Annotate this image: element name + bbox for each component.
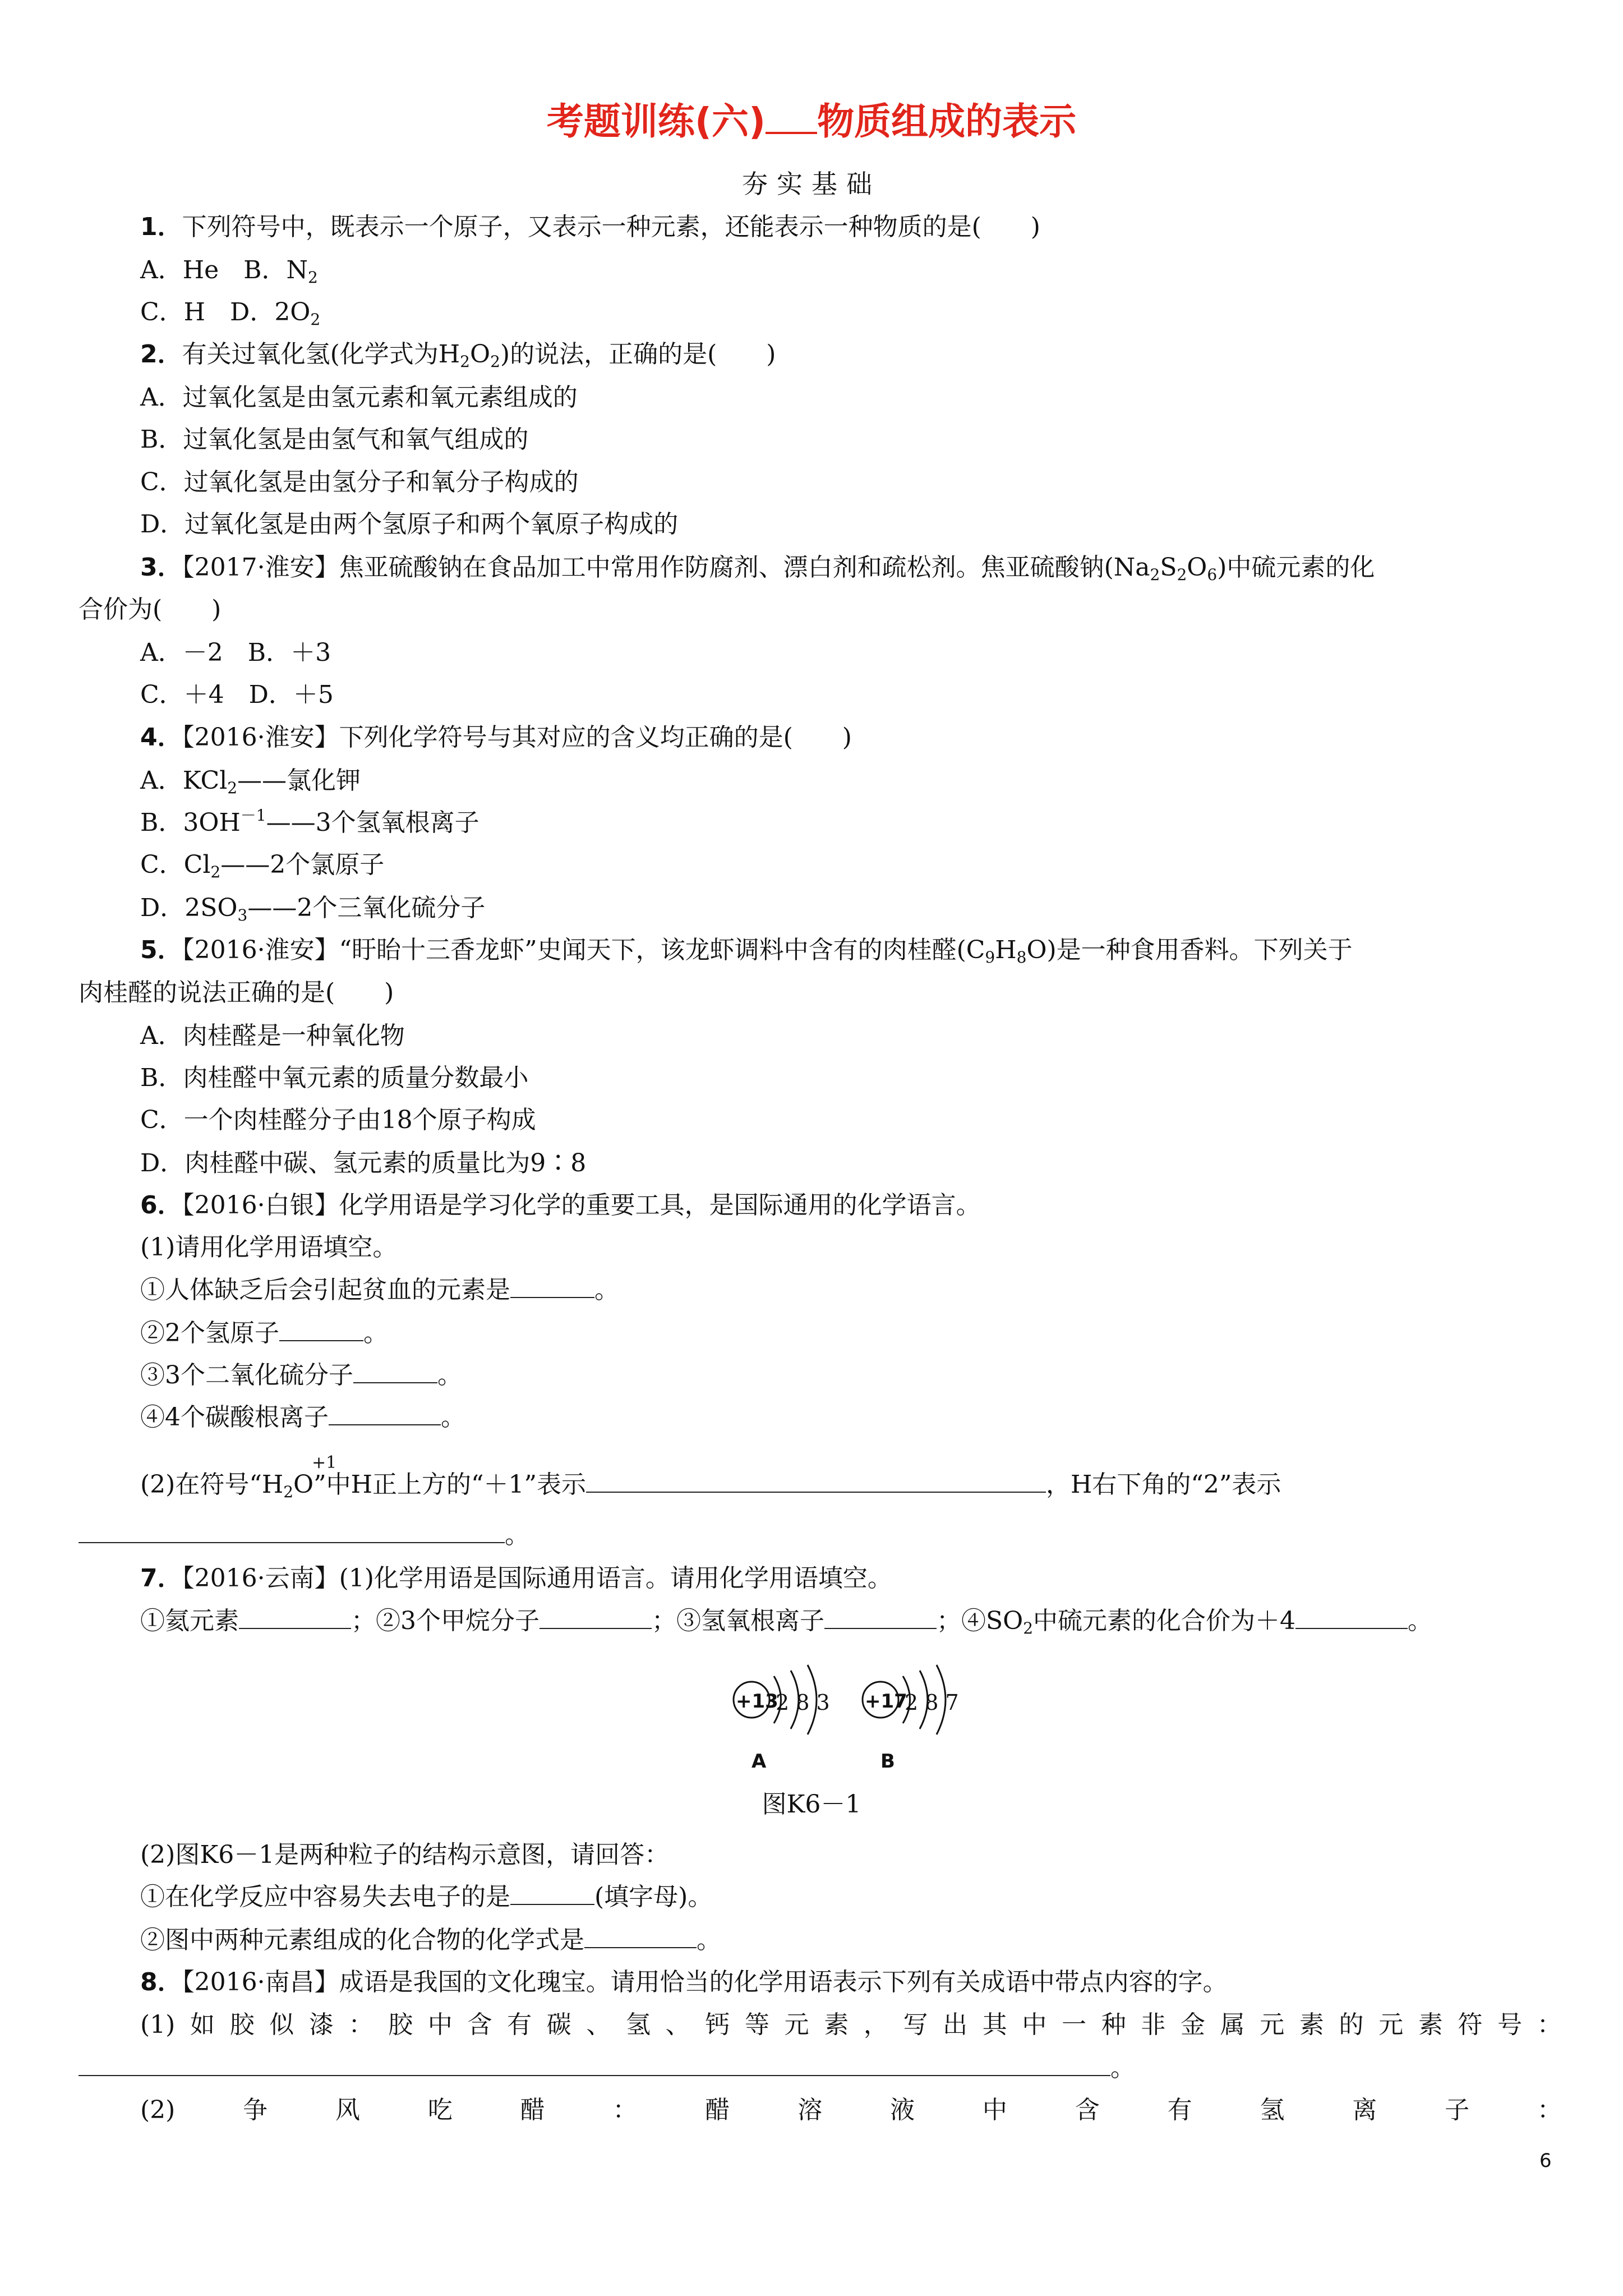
answer-blank[interactable]	[584, 1928, 697, 1948]
atom-b-nucleus: +17	[865, 1690, 907, 1713]
q5-stem: 5．【2016·淮安】“盱眙十三香龙虾”史闻天下，该龙虾调料中含有的肉桂醛$(C_9H_8O)$是一种食用香料。下列关于	[140, 936, 1353, 967]
q3-options-ab: A．－2 B．＋3	[140, 638, 331, 667]
q5-option-b: B．肉桂醛中氧元素的质量分数最小	[140, 1064, 529, 1092]
answer-blank[interactable]	[353, 1363, 437, 1383]
q3-options-cd: C．＋4 D．＋5	[140, 680, 334, 709]
q6-item3: ③3个二氧化硫分子 。	[140, 1361, 462, 1389]
q7-line1: ①氦元素 ；②3个甲烷分子 ；③氢氧根离子 ；$④SO_2$中硫元素的化合价为＋4 。	[140, 1607, 1433, 1637]
q5-stem-cont: 肉桂醛的说法正确的是( )	[79, 978, 394, 1007]
answer-blank[interactable]	[329, 1405, 441, 1425]
q6-item4: ④4个碳酸根离子 。	[140, 1403, 465, 1432]
q1-options-ab: A．He B．$N_2$	[140, 256, 318, 287]
q5-option-a: A．肉桂醛是一种氧化物	[140, 1022, 405, 1050]
answer-blank[interactable]	[540, 1609, 652, 1629]
q1-stem: 1．下列符号中，既表示一个原子，又表示一种元素，还能表示一种物质的是( )	[140, 213, 1040, 241]
q6-valence-mark: +1	[312, 1453, 337, 1473]
answer-blank[interactable]	[79, 2056, 1110, 2076]
answer-blank[interactable]	[239, 1609, 351, 1629]
q4-option-b: B．$3OH^{-1}——3$个氢氧根离子	[140, 806, 479, 837]
q6-part2: (2)在符号“$H_2O$”中H正上方的“＋1”表示 ，H右下角的“2”表示	[140, 1470, 1281, 1501]
q2-option-b: B．过氧化氢是由氢气和氧气组成的	[140, 425, 529, 454]
q7-part2-item1: ①在化学反应中容易失去电子的是 (填字母)。	[140, 1883, 713, 1911]
title-underline	[766, 103, 817, 134]
page-number: 6	[1539, 2150, 1552, 2172]
page-title: 考题训练(六) 物质组成的表示	[546, 100, 1077, 143]
q6-part1: (1)请用化学用语填空。	[140, 1233, 398, 1262]
answer-blank[interactable]	[79, 1523, 505, 1543]
q2-option-a: A．过氧化氢是由氢元素和氧元素组成的	[140, 383, 578, 412]
q7-part2: (2)图K6－1是两种粒子的结构示意图，请回答：	[140, 1841, 670, 1869]
answer-blank[interactable]	[824, 1609, 937, 1629]
answer-blank[interactable]	[510, 1885, 594, 1905]
q3-stem: 3．【2017·淮安】焦亚硫酸钠在食品加工中常用作防腐剂、漂白剂和疏松剂。焦亚硫酸钠$(Na_2S_2O_6)$中硫元素的化	[140, 553, 1375, 584]
q4-option-a: A．KCl$_2$——氯化钾	[140, 766, 361, 797]
answer-blank[interactable]	[279, 1321, 363, 1341]
q4-stem: 4．【2016·淮安】下列化学符号与其对应的含义均正确的是( )	[140, 723, 852, 752]
answer-blank[interactable]	[1295, 1609, 1408, 1629]
atom-a-nucleus: +13	[736, 1690, 778, 1713]
atom-a-shells: 2 8 3	[776, 1690, 830, 1715]
q8-part1: (1) 如 胶 似 漆 ： 胶 中 含 有 碳 、 氢 、 钙 等 元 素 ， 写 出 其 中 一 种 非 金 属 元 素 的 元 素 符 号 ：	[140, 2010, 1562, 2039]
atom-b-label: B	[880, 1750, 895, 1773]
atom-a-label: A	[751, 1750, 767, 1773]
q2-option-d: D．过氧化氢是由两个氢原子和两个氧原子构成的	[140, 510, 679, 539]
q4-option-d: D．$2SO_3——2$个三氧化硫分子	[140, 894, 486, 924]
q8-stem: 8．【2016·南昌】成语是我国的文化瑰宝。请用恰当的化学用语表示下列有关成语中带点内容的字。	[140, 1968, 1228, 1996]
answer-blank[interactable]	[586, 1473, 1046, 1493]
q8-part2: (2) 争 风 吃 醋 ： 醋 溶 液 中 含 有 氢 离 子 ：	[140, 2096, 1562, 2124]
figure-caption: 图K6－1	[762, 1790, 861, 1819]
q2-stem: 2．有关过氧化氢(化学式为$H_2O_2$)的说法，正确的是( )	[140, 340, 776, 371]
q7-stem: 7．【2016·云南】(1)化学用语是国际通用语言。请用化学用语填空。	[140, 1564, 892, 1593]
atom-b-shells: 2 8 7	[905, 1690, 959, 1715]
q5-option-c: C．一个肉桂醛分子由18个原子构成	[140, 1106, 536, 1134]
q8-part1-cont: 。	[79, 2056, 1135, 2081]
q5-option-d: D．肉桂醛中碳、氢元素的质量比为9∶8	[140, 1149, 587, 1177]
q4-option-c: C．$Cl_2——2$个氯原子	[140, 850, 385, 881]
q6-part2-cont: 。	[79, 1523, 529, 1548]
q6-stem: 6．【2016·白银】化学用语是学习化学的重要工具，是国际通用的化学语言。	[140, 1191, 981, 1220]
q1-options-cd: C．H D．$2O_2$	[140, 298, 321, 329]
section-heading: 夯实基础	[742, 169, 881, 199]
q7-part2-item2: ②图中两种元素组成的化合物的化学式是 。	[140, 1926, 721, 1954]
answer-blank[interactable]	[510, 1278, 594, 1298]
q2-option-c: C．过氧化氢是由氢分子和氧分子构成的	[140, 468, 579, 496]
q3-stem-cont: 合价为( )	[79, 595, 222, 624]
q6-item1: ①人体缺乏后会引起贫血的元素是 。	[140, 1276, 619, 1304]
q6-item2: ②2个氢原子 。	[140, 1319, 388, 1347]
